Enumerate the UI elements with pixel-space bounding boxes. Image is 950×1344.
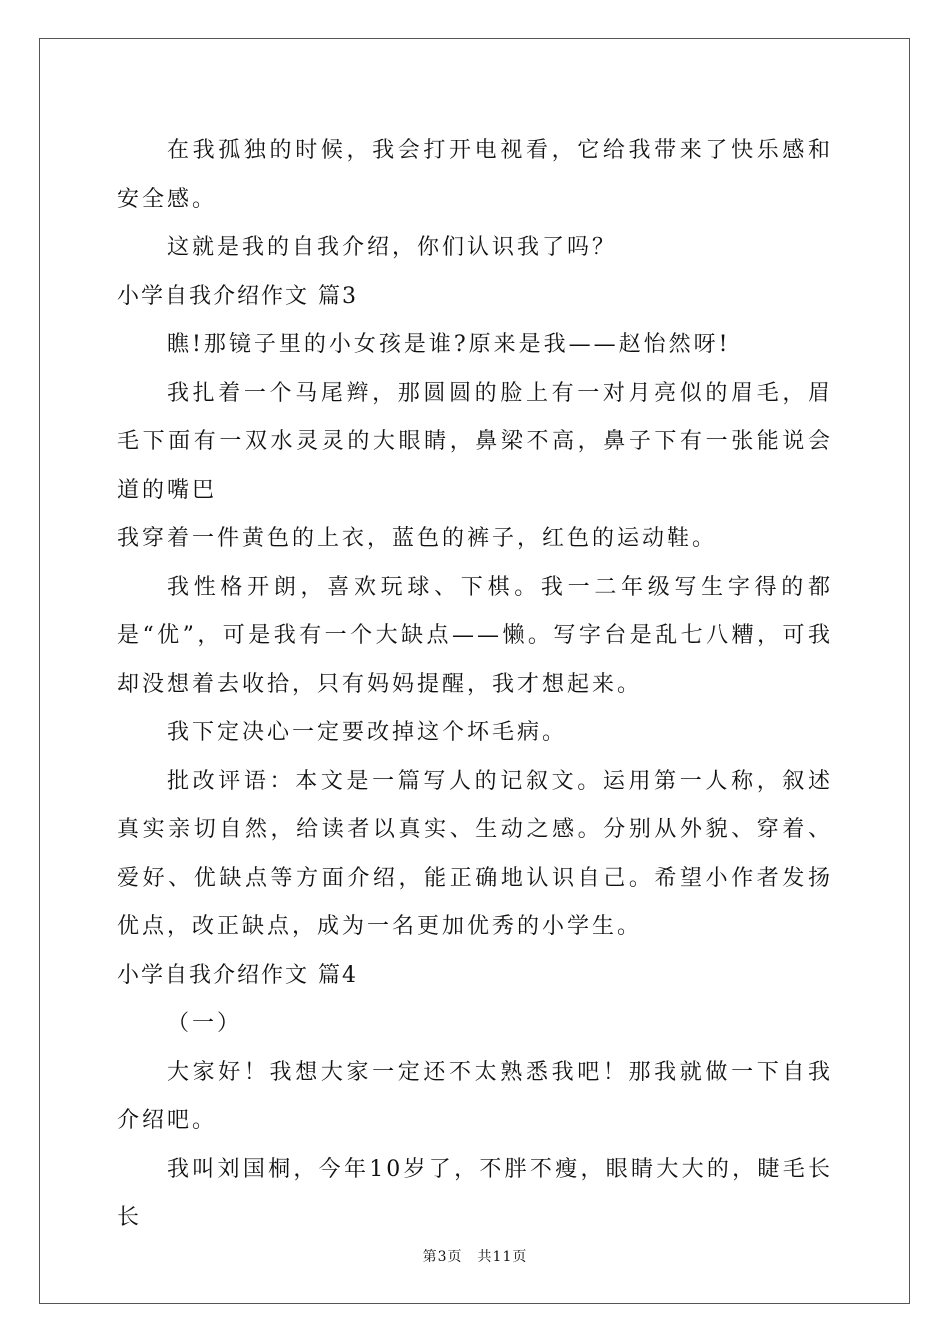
paragraph: 我叫刘国桐，今年10岁了，不胖不瘦，眼睛大大的，睫毛长长	[117, 1156, 833, 1230]
document-body	[117, 127, 833, 1243]
paragraph: 在我孤独的时候，我会打开电视看，它给我带来了快乐感和安全感。	[117, 138, 833, 212]
paragraph: 我扎着一个马尾辫，那圆圆的脸上有一对月亮似的眉毛，眉毛下面有一双水灵灵的大眼睛，鼻梁不高，鼻子下有一张能说会道的嘴巴	[117, 380, 833, 503]
paragraph: 我下定决心一定要改掉这个坏毛病。	[167, 720, 568, 745]
paragraph: 这就是我的自我介绍，你们认识我了吗？	[167, 235, 618, 260]
paragraph: 我穿着一件黄色的上衣，蓝色的裤子，红色的运动鞋。	[117, 526, 718, 551]
page-number: 第3页 共11页	[422, 1249, 528, 1265]
paragraph: 批改评语：本文是一篇写人的记叙文。运用第一人称，叙述真实亲切自然，给读者以真实、生动之感。分别从外貌、穿着、爱好、优缺点等方面介绍，能正确地认识自己。希望小作者发扬优点，改正缺点，成为一名更加优秀的小学生。	[117, 768, 833, 939]
paragraph: 瞧!那镜子里的小女孩是谁?原来是我——赵怡然呀!	[167, 332, 731, 357]
section-heading: 小学自我介绍作文 篇4	[117, 962, 358, 988]
paragraph: 大家好！我想大家一定还不太熟悉我吧！那我就做一下自我介绍吧。	[117, 1059, 833, 1133]
section-heading: 小学自我介绍作文 篇3	[117, 283, 358, 309]
paragraph: 我性格开朗，喜欢玩球、下棋。我一二年级写生字得的都是“优”，可是我有一个大缺点——懒。写字台是乱七八糟，可我却没想着去收拾，只有妈妈提醒，我才想起来。	[117, 574, 833, 697]
paragraph: （一）	[167, 1011, 243, 1036]
